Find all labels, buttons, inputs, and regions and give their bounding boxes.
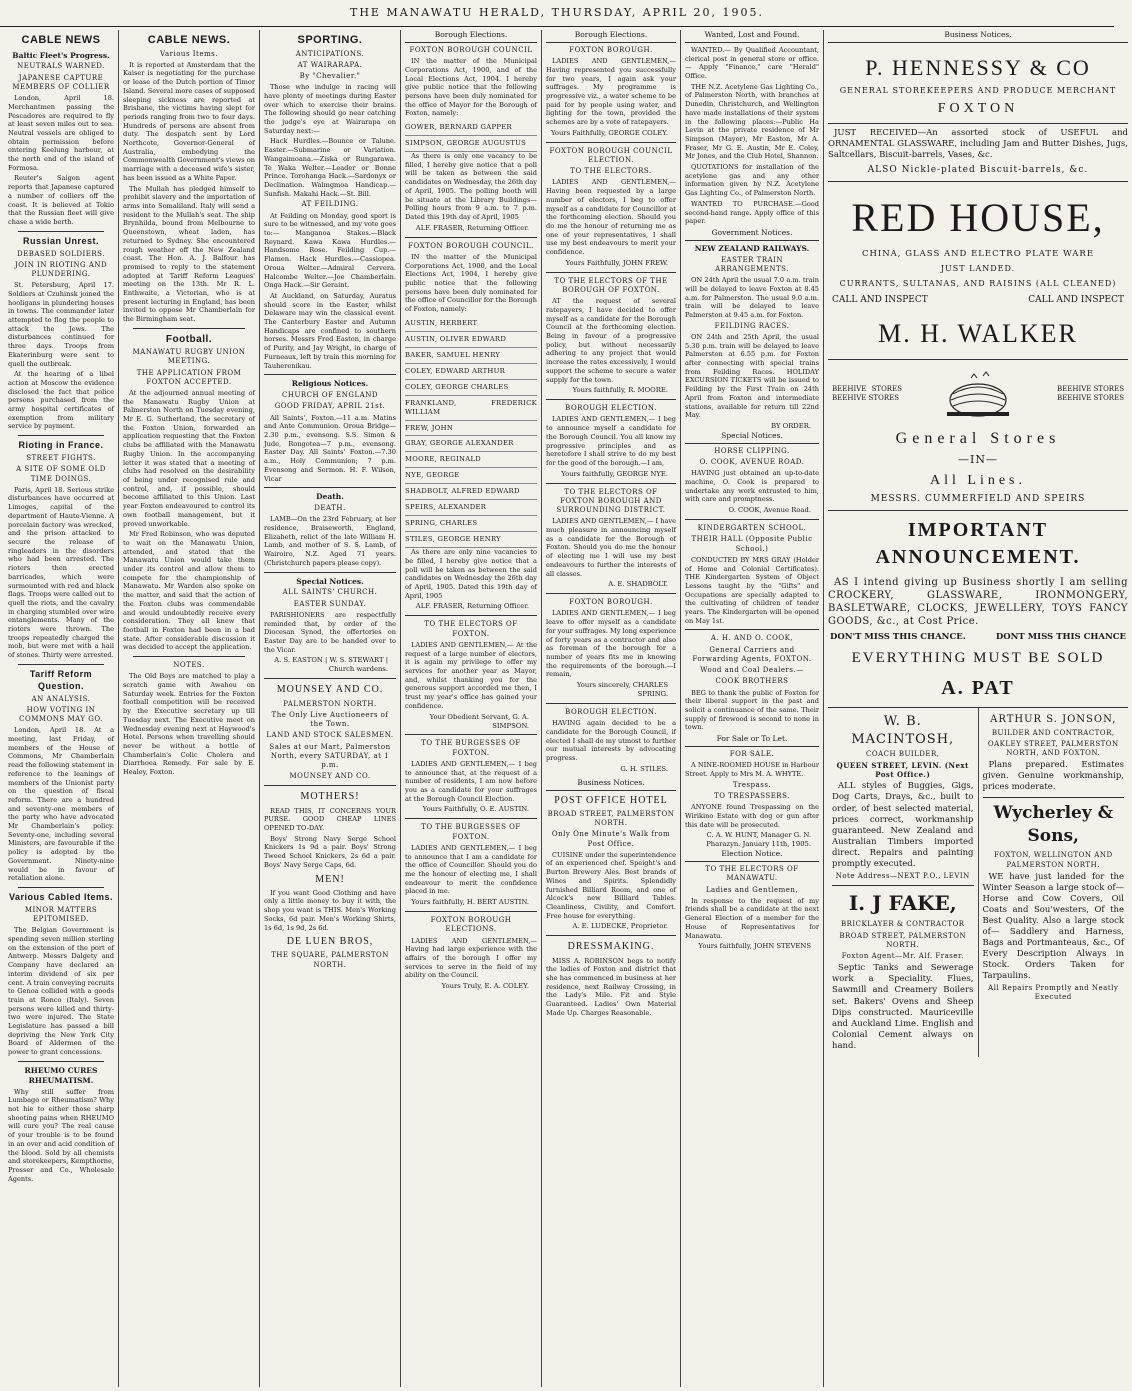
nominee: BAKER, SAMUEL HENRY xyxy=(405,348,537,364)
ad-title: Wycherley & Sons, xyxy=(993,803,1113,846)
notice-heading: Wood and Coal Dealers.— xyxy=(700,666,804,675)
nominee: COLEY, EDWARD ARTHUR xyxy=(405,364,537,380)
classified-ad: THE N.Z. Acetylene Gas Lighting Co., of Palmerston North, with branches at Dunedin, Christchurch, and Wellington have made installations of their system in the following places:—Public Ha Levin at the private residence of Mr Simpson (Mayor), Mr Easton, Mr A. Fraser, Mr G. E. Austin, Mr E. Coley, Mr Jones, and the Club Hotel, Shannon. xyxy=(685,82,819,161)
notice-paragraph: LADIES AND GENTLEMEN,— Having been requested by a large number of electors, I beg to offer myself as a candidate for Councillor at the forthcoming election. Should you do me the honour of returning me as one of your representatives, I shall use my best endeavours to merit your confidence. xyxy=(546,178,676,257)
ad-subtitle: ALSO Nickle-plated Biscuit-barrels, &c. xyxy=(867,165,1089,176)
ad-heading: MOTHERS! xyxy=(300,791,360,803)
subheading: A SITE OF SOME OLD TIME DOINGS. xyxy=(16,465,106,483)
divider xyxy=(828,123,1128,124)
ad-paragraph: If you want Good Clothing and have only a little money to buy it with, the shop you want is THIS. Men's Working Socks, 6d pair. Men's Working Shirts, 1s 6d, 1s 9d, 2s 6d. xyxy=(264,888,396,932)
signature: A. E. SHADBOLT. xyxy=(608,580,668,589)
nominee-list xyxy=(405,316,537,549)
notice-paragraph: As there is only one vacancy to be filled, I hereby give notice that a poll will be taken as between the said candidates on Wednesday, the 26th day of April, 1905. The polling booth will be situate at the Library Buildings—Polling hours from 9 a.m. to 7 p.m. Dated this 19th day of April, 1905 xyxy=(405,151,537,221)
notice-heading: FOXTON BOROUGH COUNCIL xyxy=(409,45,533,54)
category-heading: Borough Elections. xyxy=(405,30,537,43)
ad-subtitle: —IN— xyxy=(958,453,998,467)
notice-paragraph: LADIES AND GENTLEMEN,— I beg leave to offer myself as a candidate for your suffrages. My long experience of forty years as a contractor and also as foreman of the borough for a number of years fits me in knowing the requirements of the borough.—I remain, xyxy=(546,609,676,679)
ad-jonson xyxy=(979,708,1129,1056)
ad-title: ARTHUR S. JONSON, xyxy=(990,714,1117,726)
firm-name: MOUNSEY AND CO. xyxy=(276,684,384,696)
ad-address: QUEEN STREET, LEVIN. (Next Post Office.) xyxy=(836,760,969,780)
divider xyxy=(405,911,537,912)
notice-heading: FOXTON BOROUGH COUNCIL. xyxy=(408,241,534,250)
signature: BY ORDER. xyxy=(771,421,811,430)
firm-name: MOUNSEY AND CO. xyxy=(289,772,371,781)
divider xyxy=(405,734,537,735)
nominee: MOORE, REGINALD xyxy=(405,452,537,468)
article-paragraph: The Old Boys are matched to play a scratch game with Awahou on Saturday week. Entries for the Foxton football competition will be received by the Executive secretary up till Tuesday next. The Executive meet on Wednesday evening next at Haywood's Hotel. Persons when travelling should never be without a bottle of Chamberlain's Colic Cholera and Diarrhoea Remedy. For sale by E. Healey, Foxton. xyxy=(123,672,255,777)
divider xyxy=(264,487,396,488)
ad-subtitle: GENERAL STOREKEEPERS AND PRODUCE MERCHANT xyxy=(839,85,1117,95)
notice-heading: HORSE CLIPPING. xyxy=(714,446,790,455)
byline: By "Chevalier." xyxy=(299,71,361,80)
ad-name-pat: A. PAT xyxy=(941,677,1015,700)
ad-paragraph: MISS A. ROBINSON begs to notify the ladies of Foxton and district that she has commenced in business at her residence, next Railway Crossing, in the Lady's Mile. Fit and Style Guaranteed. Ladies' Own Material Made Up. Charges Reasonable. xyxy=(546,956,676,1017)
ad-paragraph: AS I intend giving up Business shortly I am selling CROCKERY, GLASSWARE, IRONMONGERY, BASLETWARE, CLOCKS, JEWELLERY, TOYS FANCY GOODS, &c., at Cost Price. xyxy=(828,577,1128,627)
signature: G. H. STILES. xyxy=(620,764,668,773)
divider xyxy=(685,519,819,520)
subheading: Various Cabled Items. xyxy=(8,891,114,902)
ad-title-announcement: IMPORTANT ANNOUNCEMENT. xyxy=(875,519,1081,568)
article-paragraph: London, April 18. At a meeting, last Friday, of members of the House of Commons, Mr Chamberlain read the following statement in reference to the leanings of members of the Unionist party on the question of fiscal reform. There are a hundred and seventy-one members of the party who have advocated Mr Chamberlain's policy. Seventy-one, including several Ministers, are favourable if the policy is adopted by the Government. Ninety-nine would be in favour of retaliation alone. xyxy=(8,726,114,883)
ad-call-right: CALL AND INSPECT xyxy=(1028,295,1124,306)
article-paragraph: The Belgian Government is spending seven million sterling on the extension of the port of Antwerp. Messrs Dalgety and Company have declared an interim dividend of six per cent. A train conveying recruits to Genoa collided with a goods train at Ronco (Italy). Seven persons were killed and thirty-two were injured. The State Legislature has passed a bill depriving the New York City Board of Aldermen of the power to grant concessions. xyxy=(8,926,114,1057)
subheading: MANAWATU RUGBY UNION MEETING. xyxy=(132,348,246,366)
signature: Yours Truly, E. A. COLEY. xyxy=(441,982,529,991)
ad-title-general-stores: General Stores xyxy=(895,430,1061,448)
ad-place: FOXTON xyxy=(937,101,1019,117)
notice-heading: COOK BROTHERS xyxy=(715,677,789,686)
firm-address: THE SQUARE, PALMERSTON NORTH. xyxy=(271,951,389,969)
ad-firm: MESSRS. CUMMERFIELD AND SPEIRS xyxy=(870,494,1086,505)
subheading: RHEUMO CURES RHEUMATISM. xyxy=(24,1065,98,1085)
notice-paragraph: LADIES AND GENTLEMEN,— I beg to announce that, at the request of a number of residents, I am now before you as a candidate for your suffrages at the Borough Council Election. xyxy=(405,759,537,803)
signature: Yours faithfully, R. MOORE. xyxy=(572,386,668,395)
ad-chance-right: DONT MISS THIS CHANCE xyxy=(995,632,1126,642)
ad-paragraph: Plans prepared. Estimates given. Genuine workmanship, prices moderate. xyxy=(982,760,1124,793)
nominee: COLEY, GEORGE CHARLES xyxy=(405,380,537,396)
signature: Yours Faithfully, GEORGE COLEY. xyxy=(550,128,668,137)
signature: Yours faithfully, H. BERT AUSTIN. xyxy=(411,898,529,907)
nominee: STILES, GEORGE HENRY xyxy=(405,532,537,548)
subheading: HOW VOTING IN COMMONS MAY GO. xyxy=(19,705,103,724)
notice-heading: BOROUGH ELECTION. xyxy=(565,708,657,716)
nominee: SIMPSON, GEORGE AUGUSTUS xyxy=(405,136,537,152)
category-heading: Election Notice. xyxy=(685,849,819,862)
ad-subtitle: All Lines. xyxy=(930,472,1026,488)
subheading: Baltic Fleet's Progress. xyxy=(12,50,110,60)
divider xyxy=(546,483,676,484)
notice-paragraph: A NINE-ROOMED HOUSE in Harbour Street. Apply to Mrs M. A. WHYTE. xyxy=(685,761,819,778)
notice-paragraph: ON 24th and 25th April, the usual 5.30 p.m. train will be delayed to leave Palmerston at 6.55 p.m. for Foxton after connecting with special trains from Feilding Races. HOLIDAY EXCURSION TICKETS will be issued to Feilding by the First Train on 24th April from Foxton and intermediate stations, available for return till 22nd May. xyxy=(685,332,819,420)
article-paragraph: LAMB—On the 23rd February, at her residence, Braiseworth, England, Elizabeth, relict of the late William H. Lamb, and mother of S. S. Lamb, of Wairoiro, N.Z. Aged 71 years. (Christchurch papers please copy). xyxy=(264,515,396,567)
article-paragraph: Reuter's Saigon agent reports that Japanese captured a number of colliers off the coast. It is believed at Tokio that the Russian fleet will give chase a wide berth. xyxy=(8,174,114,226)
nominee: SHADBOLT, ALFRED EDWARD xyxy=(405,484,537,500)
article-paragraph: London, April 18. Merchantmen passing the Pescadores are required to fly at least seven miles out to sea. Neutral vessels are obliged to obtain permission before entering Keelung harbour, at the north end of the island of Formosa. xyxy=(8,94,114,172)
hotel-tagline: Only One Minute's Walk from Post Office. xyxy=(551,830,671,848)
subheading: ANTICIPATIONS. xyxy=(295,49,365,58)
nominee: AUSTIN, OLIVER EDWARD xyxy=(405,332,537,348)
article-paragraph: Paris, April 18. Serious strike disturbances have occurred at Limoges, capital of the department of Haute-Vienne. A porcelain factory was wrecked, and the prison attacked to secure the release of ringleaders in the disorders who had been arrested. The rioters then erected barricades, which were surmounted with red and black flags. Troops were called out to quell the riots, and the cavalry in charging stumbled over wire entanglements. Many of the rioters were thrown. The troops repeatedly charged the mob, but were met with a hail of stones. Thirty were arrested. xyxy=(8,485,114,660)
divider xyxy=(18,887,104,888)
divider xyxy=(18,231,104,232)
article-paragraph: At Feilding on Monday, good sport is sure to be witnessed, and my vote goes to:— Manganoa Stakes.—Black Reynard. Kawa Kawa Hurdles.—Handsome Rose. Feilding Cup.—Flamen. Hack Hurdles.—Cassiopea. Oroua Welter.—Admiral Cervera. Halcombe Welter.—Joe Chamberlain. Onga Hack.—Sir Geraint. xyxy=(264,211,396,290)
notice-heading: FEILDING RACES. xyxy=(714,321,790,330)
subheading: NOTES. xyxy=(173,661,205,670)
notice-heading: BOROUGH ELECTION. xyxy=(565,404,657,413)
subheading: AT FEILDING. xyxy=(301,200,359,209)
notice-heading: O. COOK, AVENUE ROAD. xyxy=(699,458,805,467)
ad-subtitle: CHINA, GLASS AND ELECTRO PLATE WARE xyxy=(861,248,1095,259)
classified-ad: QUOTATIONS for installation of the acetylene gas and any other information given by N.Z. Acetylene Gas Lighting Co., of Palmerston North. xyxy=(685,163,819,198)
notice-heading: General Carriers and Forwarding Agents, FOXTON. xyxy=(692,645,812,663)
ad-paragraph: CUISINE under the superintendence of an experienced chef. Speight's and Burton Brewery Ales. Best brands of Wines and Spirits. Splendidly furnished Billiard Room, and one of Alcock's new Billiard Tables. Cleanliness, Civility, and Comfort. Free house for everything. xyxy=(546,850,676,920)
ad-title-hennessy: P. HENNESSY & CO xyxy=(865,54,1091,80)
notice-paragraph: LADIES AND GENTLEMEN,— Having had large experience with the affairs of the borough I offer my services to serve in the field of my ability on the Council. xyxy=(405,936,537,980)
firm-tagline: LAND AND STOCK SALESMEN. xyxy=(266,731,394,740)
article-paragraph: PARISHIONERS are respectfully reminded that, by order of the Diocesan Synod, the offertories on Easter Day are to be handed over to the Vicar. xyxy=(264,610,396,654)
ad-heading: DRESSMAKING. xyxy=(567,941,655,953)
article-paragraph: St. Petersburg, April 17. Soldiers at Czuhinsk joined the hooligans in plundering houses in towns. The commander later attempted to flog the people to attack the Jews. The disturbances continued for three days. Troops from Ekaterinburg were sent to quell the outbreak. xyxy=(8,281,114,368)
signature: ALF. FRASER, Returning Officer. xyxy=(415,223,529,232)
ad-slogan: EVERYTHING MUST BE SOLD xyxy=(851,650,1105,667)
notice-heading: Trespass. xyxy=(732,780,772,789)
section-title: CABLE NEWS xyxy=(21,34,101,46)
divider xyxy=(546,272,676,273)
masthead: THE MANAWATU HERALD, THURSDAY, APRIL 20, 1905. xyxy=(0,0,1114,27)
notice-heading: FOXTON BOROUGH. xyxy=(569,598,653,607)
ad-paragraph: JUST RECEIVED—An assorted stock of USEFUL and ORNAMENTAL GLASSWARE, including Jam and Butter Dishes, Jugs, Saltcellars, Biscuit-barrels, Vases, &c. xyxy=(828,127,1128,161)
subheading: STREET FIGHTS. xyxy=(26,454,96,463)
divider xyxy=(828,510,1128,511)
notice-heading: NEW ZEALAND RAILWAYS. xyxy=(694,243,810,253)
subheading: Religious Notices. xyxy=(291,379,369,389)
subheading: AT WAIRARAPA. xyxy=(297,60,363,69)
nominee: SPRING, CHARLES xyxy=(405,516,537,532)
category-heading: Government Notices. xyxy=(685,228,819,241)
notice-heading: FOXTON BOROUGH COUNCIL ELECTION. xyxy=(549,146,673,164)
section-title: SPORTING. xyxy=(297,34,363,46)
firm-address: PALMERSTON NORTH. xyxy=(283,699,377,708)
column-cable-news xyxy=(4,30,119,1387)
signature: O. COOK, Avenue Road. xyxy=(728,506,811,515)
category-heading: Business Notices. xyxy=(546,778,676,791)
divider xyxy=(546,703,676,704)
subheading: Rioting in France. xyxy=(18,440,104,451)
article-paragraph: At the hearing of a libel action at Moscow the evidence disclosed the fact that police persons purchased from the army hospital certificates of exemption from military service by payment. xyxy=(8,370,114,431)
firm-name: DE LUEN BROS, xyxy=(286,936,374,948)
divider xyxy=(546,935,676,936)
article-paragraph: At Auckland, on Saturday, Auratus should score in the Easter, whilst Delaware may win the classical event. The Canterbury Easter and Autumn Handicaps are confined to southern horses. Messrs Fred Easton, in charge of Purity, and Jay Wright, in charge of Furneaux, left by train this morning for Tauherenikau. xyxy=(264,291,396,370)
subheading: Tariff Reform Question. xyxy=(29,668,93,691)
subheading: Russian Unrest. xyxy=(22,235,100,246)
divider xyxy=(133,656,245,657)
divider xyxy=(685,629,819,630)
ad-note: Note Address—NEXT P.O., LEVIN xyxy=(835,871,970,880)
notice-paragraph: LADIES AND GENTLEMEN,— At the request of a large number of electors, it is again my privilege to offer my services for another year as Mayor, and, whilst thanking you for the generous support accorded me then, I trust my year's office has gained your confidence. xyxy=(405,640,537,710)
notice-paragraph: LADIES AND GENTLEMEN,— Having represented you successfully for two years, I again ask your suffrages. My programme is progressive viz., a water scheme to be paid for by people using water, and lighting for the town, provided the schemes are by a vote of ratepayers. xyxy=(546,57,676,127)
notice-heading: FOXTON BOROUGH. xyxy=(569,45,653,54)
ad-paragraph: WE have just landed for the Winter Season a large stock of— Horse and Cow Covers, Oil Coats and Sou'westers, Of the Best Quality. Also a large stock of— Saddlery and Harness, Bags and Portmanteaus, &c., Of Every Description Always in Stock. Orders Taken for Tarpaulins. xyxy=(982,871,1124,982)
signature: Yours faithfully, JOHN STEVENS xyxy=(698,942,811,951)
divider xyxy=(18,664,104,665)
category-heading: Special Notices. xyxy=(685,431,819,444)
ad-subtitle: FOXTON, WELLINGTON AND PALMERSTON NORTH. xyxy=(993,851,1113,869)
category-heading: Business Notices. xyxy=(828,30,1128,43)
divider xyxy=(18,435,104,436)
notice-heading: THEIR HALL (Opposite Public School.) xyxy=(691,535,813,553)
notice-paragraph: As there are only nine vacancies to be filled, I hereby give notice that a poll will be taken as between the said candidates on Wednesday the 26th day of April, 1905. Dated this 19th day of April, 1905 xyxy=(405,548,537,600)
section-title: CABLE NEWS. xyxy=(147,34,231,46)
notice-heading: A. H. AND O. COOK, xyxy=(710,634,794,643)
notice-heading: FOXTON BOROUGH ELECTIONS. xyxy=(430,916,512,934)
column-borough-elections-2 xyxy=(542,30,681,1387)
notice-paragraph: IN the matter of the Municipal Corporations Act, 1900, and the Local Elections Act, 1904, I hereby give public notice that the following persons have been duly nominated for the office of Councillor for the Borough of Foxton, namely: xyxy=(405,252,537,314)
ad-call-row xyxy=(828,293,1128,309)
ad-chance-row xyxy=(828,630,1128,645)
beehive-row xyxy=(828,364,1128,424)
notice-heading: TO THE ELECTORS OF FOXTON BOROUGH AND SURROUNDING DISTRICT. xyxy=(556,487,666,515)
ad-paragraph: Septic Tanks and Sewerage work a Speciality. Flues, Sawmill and Creamery Boilers set. Bakers' Ovens and Sheep Dips constructed. Mauriceville and Auckland Lime. English and Colonial Cement always on hand. xyxy=(832,963,974,1051)
notice-heading: Ladies and Gentlemen, xyxy=(705,885,799,894)
ad-agent: Foxton Agent—Mr. Alf. Fraser. xyxy=(841,952,964,961)
nominee: GOWER, BERNARD GAPPER xyxy=(405,120,537,136)
notice-heading: TO THE ELECTORS OF THE BOROUGH OF FOXTON. xyxy=(554,276,668,294)
signature: Yours Faithfully, O. E. AUSTIN. xyxy=(422,805,529,814)
subheading: ALL SAINTS' CHURCH. xyxy=(282,588,378,597)
ad-call-left: CALL AND INSPECT xyxy=(832,295,928,306)
notice-heading: TO THE BURGESSES OF FOXTON. xyxy=(421,739,521,757)
notice-heading: EASTER TRAIN ARRANGEMENTS. xyxy=(715,255,789,273)
signature: Yours faithfully, GEORGE NYE. xyxy=(561,469,668,478)
divider xyxy=(264,374,396,375)
article-paragraph: At the adjourned annual meeting of the Manawatu Rugby Union at Palmerston North on Tuesday evening, Mr E. G. Sutherland, the secretary of the Foxton Union, forwarded an application requesting that the Foxton clubs be affiliated with the Manawatu Rugby Union. In the accompanying letter it was stated that a meeting of clubs had resolved on the desirability of being under recognised rule and control, and, if possible, should become affiliated to this Union. Last year Foxton endeavoured to control its own football management, but it proved unworkable. xyxy=(123,388,255,528)
subheading: GOOD FRIDAY, APRIL 21st. xyxy=(274,402,386,411)
divider xyxy=(405,818,537,819)
nominee: GRAY, GEORGE ALEXANDER xyxy=(405,436,537,452)
notice-heading: TO THE BURGESSES OF FOXTON. xyxy=(421,823,521,841)
article-paragraph: Why still suffer from Lumbago or Rheumatism? Why not hie to either those sharp shooting pains when RHEUMO will cure you? The real cause of your trouble is to be found in an over and acid condition of the blood. Sold by all chemists and storekeepers, Kempthorne, Prosser and Co., Wholesale Agents. xyxy=(8,1087,114,1183)
signature: ALF. FRASER, Returning Officer. xyxy=(415,602,529,611)
subheading: THE APPLICATION FROM FOXTON ACCEPTED. xyxy=(136,368,242,386)
divider xyxy=(546,399,676,400)
article-paragraph: Those who indulge in racing will have plenty of meetings during Easter over which to exercise their brains. The following should go near catching the judge's eye at Wairarapa on Saturday next:— xyxy=(264,83,396,135)
notice-heading: TO TRESPASSERS. xyxy=(714,791,790,800)
beehive-label-right: BEEHIVE STORES BEEHIVE STORES xyxy=(1056,385,1124,403)
subheading: Special Notices. xyxy=(296,576,364,586)
category-heading: Borough Elections. xyxy=(546,30,676,43)
business-ad-grid xyxy=(828,707,1128,1056)
notice-heading: TO THE ELECTORS. xyxy=(570,167,652,176)
classified-ad: WANTED.— By Qualified Accountant, clerical post in general store or office.— Apply "Finance," care "Herald" Office. xyxy=(685,45,819,80)
subheading: JAPANESE CAPTURE MEMBERS OF COLLIER xyxy=(12,73,110,91)
article-paragraph: All Saints', Foxton.—11 a.m. Matins and Ante Communion. Oroua Bridge—2.30 p.m., evensong. S.S. Simon & Jude, Rongotea—7 p.m., evensong. Easter Day. All Saints' Foxton.—7.30 a.m., Holy Communion; 7 p.m. Evensong and Sermon. H. F. Wilson, Vicar xyxy=(264,413,396,483)
notice-heading: TO THE ELECTORS OF FOXTON. xyxy=(424,620,518,638)
firm-tagline: The Only Live Auctioneers of the Town. xyxy=(271,710,389,729)
notice-heading: KINDERGARTEN SCHOOL. xyxy=(697,524,807,533)
ad-paragraph: READ THIS, IT CONCERNS YOUR PURSE. GOOD CHEAP LINES OPENED TO-DAY. xyxy=(264,806,396,833)
category-heading: For Sale or To Let. xyxy=(685,734,819,747)
ad-subtitle: JUST LANDED. xyxy=(940,263,1016,273)
column-business-notices xyxy=(824,30,1132,1387)
article-paragraph: Mr Fred Robinson, who was deputed to wait on the Manawatu Union, attended, and stated that the Manawatu Union would take them under its control and allow them to compete for the championship of Manawatu. Mr Warden also spoke on the matter, and said that the action of the Foxton clubs was commendable and would undoubtedly receive every consideration. They all knew that football in Foxton had been in a bad state. After considerable discussion it was decided to accept the application. xyxy=(123,530,255,652)
firm-tagline: Sales at our Mart, Palmerston North, every SATURDAY, at 1 p.m. xyxy=(269,742,391,769)
column-cable-news-2 xyxy=(119,30,260,1387)
divider xyxy=(828,181,1128,182)
nominee: FREW, JOHN xyxy=(405,421,537,437)
nominee: AUSTIN, HERBERT xyxy=(405,316,537,332)
nominee: NYE, GEORGE xyxy=(405,468,537,484)
ad-paragraph: ALL styles of Buggies, Gigs, Dog Carts, Drays, &c., built to order, of best selected material, prices correct, workmanship guaranteed. New Zealand and Australian Timbers imported direct. Repairs and painting promptly executed. xyxy=(832,781,974,869)
divider xyxy=(832,885,974,886)
ad-subtitle: CURRANTS, SULTANAS, AND RAISINS (ALL CLEANED) xyxy=(839,278,1117,288)
divider xyxy=(264,785,396,786)
divider xyxy=(264,572,396,573)
divider xyxy=(546,593,676,594)
notice-paragraph: HAVING just obtained an up-to-date machine, O. Cook is prepared to undertake any work entrusted to him, with care and promptness. xyxy=(685,469,819,504)
divider xyxy=(828,359,1128,360)
nominee-list xyxy=(405,120,537,152)
subheading: AN ANALYSIS. xyxy=(31,694,91,703)
subheading: DEATH. xyxy=(314,504,346,513)
divider xyxy=(405,237,537,238)
column-borough-elections xyxy=(401,30,542,1387)
subheading: Football. xyxy=(165,333,213,345)
ad-note: All Repairs Promptly and Neatly Executed xyxy=(988,984,1119,1002)
signature: C. A. W. HUNT, Manager G. N. Pharazyn. January 11th, 1905. xyxy=(706,831,811,849)
notice-paragraph: CONDUCTED BY MRS GRAY (Holder of Home and Colonial Certificates). THE Kindergarten System of Object Lessons taught by the "Gifts" and Occupations are specially adapted to the cultivating of children of tender years. The Kindergarten will be opened on May 1st. xyxy=(685,555,819,625)
ad-name-walker: M. H. WALKER xyxy=(878,318,1078,348)
subheading: EASTER SUNDAY. xyxy=(293,599,367,608)
ad-title: I. J FAKE, xyxy=(848,891,957,916)
divider xyxy=(264,678,396,679)
ad-address: OAKLEY STREET, PALMERSTON NORTH, AND FOXTON. xyxy=(987,739,1119,758)
notice-paragraph: HAVING again decided to be a candidate for the Borough Council, if elected I shall do my utmost to further our mutual interests by advocating progress. xyxy=(546,719,676,763)
subheading: MINOR MATTERS EPITOMISED. xyxy=(24,905,98,924)
ad-paragraph: Boys' Strong Navy Serge School Knickers 1s 9d a pair. Boys' Strong Tweed School Knickers, 2s 6d a pair. Boys' Navy Serge Caps, 6d. xyxy=(264,834,396,869)
divider xyxy=(18,1061,104,1062)
subheading: CHURCH OF ENGLAND xyxy=(282,391,378,400)
divider xyxy=(983,797,1125,798)
notice-heading: TO THE ELECTORS OF MANAWATU. xyxy=(705,865,799,883)
notice-paragraph: LADIES AND GENTLEMEN,— I have much pleasure in announcing myself as a candidate for the Borough of Foxton. Should you do me the honour of electing me I will use my best endeavours to further the interests of all classes. xyxy=(546,517,677,578)
ad-subtitle: COACH BUILDER, xyxy=(865,749,940,758)
column-notices xyxy=(681,30,824,1387)
ad-chance-left: DON'T MISS THIS CHANCE. xyxy=(830,632,966,642)
category-heading: Wanted, Lost and Found. xyxy=(685,30,819,43)
hotel-address: BROAD STREET, PALMERSTON NORTH. xyxy=(547,809,675,828)
notice-paragraph: ANYONE found Trespassing on the Wirikino Estate with dog or gun after this date will be prosecuted. xyxy=(685,803,819,829)
ad-title-red-house: RED HOUSE, xyxy=(851,194,1105,240)
article-paragraph: The Mullah has pledged himself to prohibit slavery and the importation of arms into Somaliland. Italy will send a resident to the Mullah's seat. The ship Brynhilda, bound from Melbourne to Queenstown, wheat laden, has returned to Sydney. She encountered rough weather off the New Zealand coast. The Hon. A. J. Balfour has promised to reply to the statement adopted at Tariff Reform Leagues' meeting on the 13th. Mr R. L. Enthwaite, a Victorian, who is at present lecturing in England, has been invited to oppose Mr Chamberlain for the Birmingham seat. xyxy=(123,184,255,324)
notice-heading: FOR SALE. xyxy=(729,750,775,758)
classified-ad: WANTED TO PURCHASE.—Good second-hand range. Apply office of this paper. xyxy=(685,199,819,226)
notice-paragraph: LADIES AND GENTLEMEN,— I beg to announce that I am a candidate for the office of Councillor. Should you do me the honour of electing me, I shall endeavour to merit the confidence placed in me. xyxy=(405,843,537,896)
subheading: NEUTRALS WARNED. xyxy=(17,62,105,71)
ad-address: BROAD STREET, PALMERSTON NORTH. xyxy=(839,931,967,949)
column-sporting xyxy=(260,30,401,1387)
notice-paragraph: LADIES AND GENTLEMEN,— I beg to announce myself a candidate for the Borough Council. You all know my progressive principles and as heretofore I shall strive to do my best for the good of the borough.—I am, xyxy=(546,415,676,467)
subheading: Various Items. xyxy=(160,49,218,58)
article-paragraph: Hack Hurdles.—Bounce or Talune. Easter.—Submarine or Variation. Wangaimoana.—Ziska or Rungarawa. Te Waka Welter.—Leader or Bonne Prince. Torohanga Hack.—Sardonyx or Declination. Walmgmoa Handicap.—Sunfish. Makahi Hack.—St. Bill. xyxy=(264,137,396,198)
ad-subtitle: BUILDER AND CONTRACTOR, xyxy=(991,728,1115,737)
subheading: Death. xyxy=(316,492,344,502)
notice-paragraph: In response to the request of my friends shall be a candidate at the next General Election of a member for the House of Representatives for Manawatu. xyxy=(685,896,819,940)
signature: A. E. LUDECKE, Proprietor. xyxy=(572,922,668,931)
subheading: DEBASED SOLDIERS. xyxy=(17,249,105,258)
notice-paragraph: BEG to thank the public of Foxton for their liberal support in the past and solicit a continuance of the same. Their supply of firewood is second to none in town. xyxy=(685,688,819,732)
notice-paragraph: IN the matter of the Municipal Corporations Act, 1900, and of the Local Elections Act, 1904. I hereby give public notice that the following persons have been duly nominated for the office of Mayor for the Borough of Foxton, namely: xyxy=(405,57,537,118)
divider xyxy=(133,328,245,329)
article-paragraph: It is reported at Amsterdam that the Kaiser is negotiating for the purchase or lease of the Dutch portion of Timor Island. Several more cases of supposed sleeping sickness are reported at Brisbane, the victims having slept for periods ranging from two to four days. Hundreds of persons are absent from duty. The despatch sent by Lord Northcote, Governor-General of Australia, embodying the Commonwealth Government's views on marriage with a deceased wife's sister, has been issued as a White Paper. xyxy=(123,60,255,182)
subheading: JOIN IN RIOTING AND PLUNDERING. xyxy=(14,260,108,278)
signature: A. S. EASTON | W. S. STEWART | Church wardens. xyxy=(274,656,388,674)
beehive-label-left: BEEHIVE STORES BEEHIVE STORES xyxy=(832,385,902,403)
divider xyxy=(546,142,676,143)
ad-macintosh xyxy=(828,708,979,1056)
signature: Yours Faithfully, JOHN FREW. xyxy=(565,258,668,267)
beehive-icon xyxy=(933,370,1023,418)
ad-heading: MEN! xyxy=(315,873,345,885)
columns xyxy=(4,30,1128,1387)
signature: Your Obedient Servant, G. A. SIMPSON. xyxy=(429,712,529,730)
nominee: FRANKLAND, FREDERICK WILLIAM xyxy=(405,396,537,421)
ad-subtitle: BRICKLAYER & CONTRACTOR xyxy=(840,920,965,929)
notice-paragraph: AT the request of several ratepayers, I have decided to offer myself as a candidate for the Borough Council at the forthcoming election. Being in favour of a progressive policy, but without necessarily adhering to any project that would increase the rates excessively, I would support the scheme to secure a water supply for the town. xyxy=(546,297,676,384)
hotel-name: POST OFFICE HOTEL xyxy=(554,794,668,806)
notice-paragraph: ON 24th April the usual 7.0 a.m. train will be delayed to leave Foxton at 8.45 a.m. for Palmerston. The usual 9.0 a.m. train will be delayed to leave Palmerston at 9.45 a.m. for Foxton. xyxy=(685,276,819,320)
nominee: SPEIRS, ALEXANDER xyxy=(405,500,537,516)
divider xyxy=(405,615,537,616)
ad-title: W. B. MACINTOSH, xyxy=(851,714,955,747)
signature: Yours sincerely, CHARLES SPRING. xyxy=(576,681,668,699)
